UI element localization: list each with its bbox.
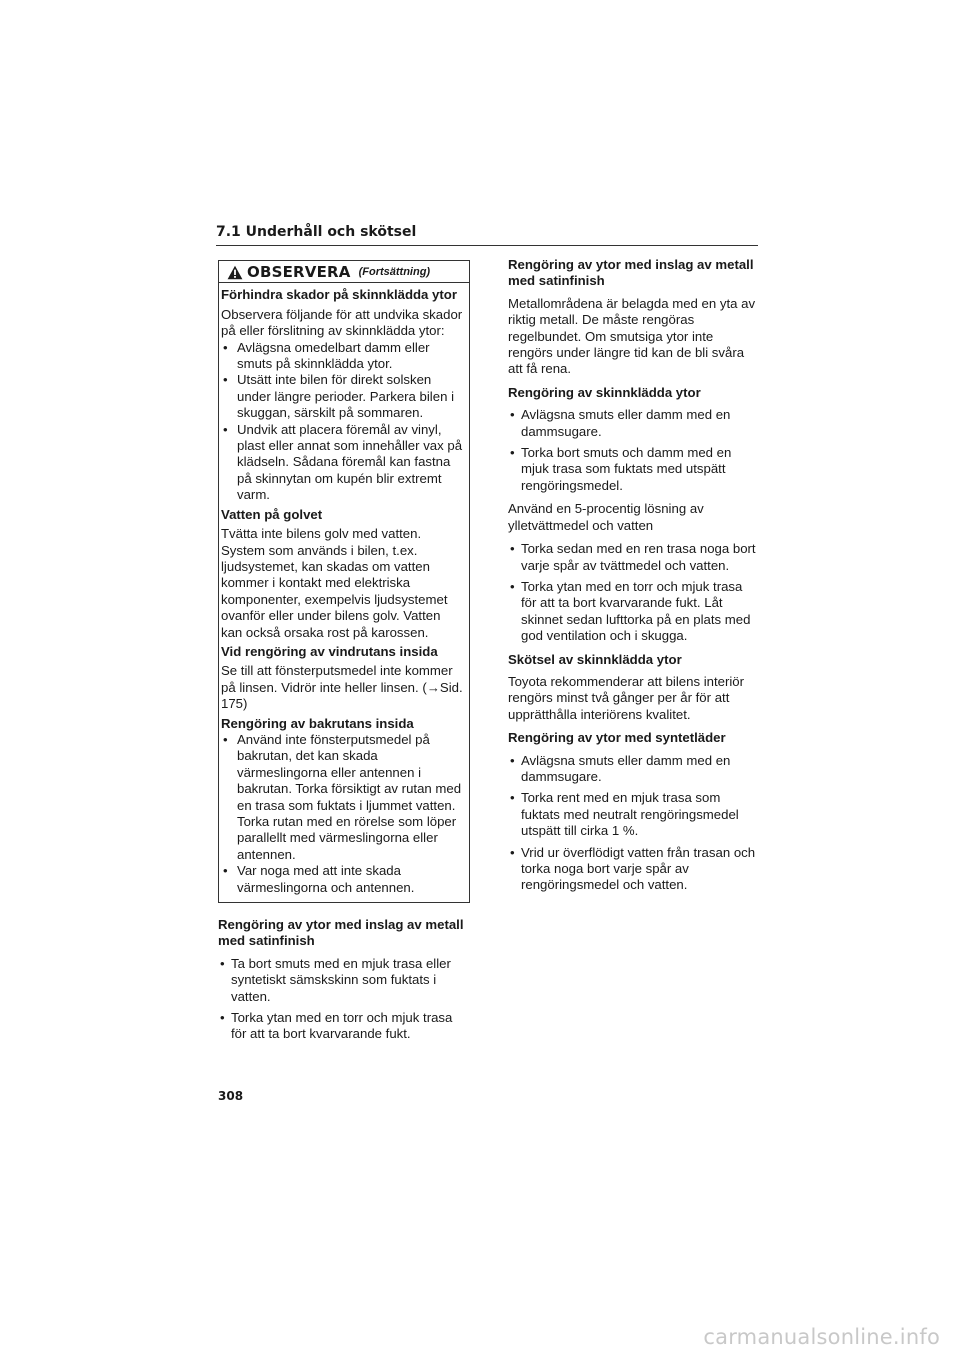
bullet-list [508, 407, 758, 494]
paragraph: Toyota rekommenderar att bilens interiör rengörs minst två gånger per år för att upprätthålla interiörens kvalitet. [508, 673, 745, 722]
warning-text: Se till att fönsterputsmedel inte kommer på linsen. Vidrör inte heller linsen. (→Sid. 175) [221, 663, 463, 712]
bullet-item: • Torka bort smuts och damm med en mjuk trasa som fuktats med utspätt rengöringsmedel. [508, 445, 758, 494]
warning-header [219, 261, 469, 283]
left-column [218, 260, 470, 1050]
warning-bullet: • Använd inte fönsterputsmedel på bakrutan, det kan skada värmeslingorna eller antennen i bakrutan. Torka försiktigt av rutan med en trasa som fuktats i ljummet vatten. Torka rutan med en rörelse som löper parallellt med värmeslingorna eller antennen. [221, 732, 465, 863]
bullet-item: • Torka sedan med en ren trasa noga bort varje spår av tvättmedel och vatten. [508, 541, 758, 574]
bullet-item: • Torka ytan med en torr och mjuk trasa för att ta bort kvarvarande fukt. [218, 1010, 470, 1043]
warning-title: OBSERVERA [247, 263, 351, 281]
warning-box [218, 260, 470, 903]
warning-text: Tvätta inte bilens golv med vatten. System som används i bilen, t.ex. ljudsystemet, kan skadas om vatten kommer i kontakt med elektriska komponenter, exempelvis ljudsystemet ovanför eller under bilens golv. Vatten kan också orsaka rost på karossen. [221, 526, 448, 640]
bullet-item: • Ta bort smuts med en mjuk trasa eller syntetiskt sämskskinn som fuktats i vatten. [218, 956, 470, 1005]
warning-bullet: • Utsätt inte bilen för direkt solsken under längre perioder. Parkera bilen i skuggan, särskilt på sommaren. [221, 372, 465, 421]
bullet-item: • Torka ytan med en torr och mjuk trasa för att ta bort kvarvarande fukt. Låt skinnet sedan lufttorka på en plats med god ventilation och i skugga. [508, 579, 758, 645]
bullet-list [218, 956, 470, 1043]
section-heading: Rengöring av skinnklädda ytor [508, 384, 701, 400]
section-heading: Skötsel av skinnklädda ytor [508, 651, 682, 667]
paragraph: Metallområdena är belagda med en yta av riktig metall. De måste rengöras regelbundet. Om smutsiga ytor inte rengörs under längre tid kan de bli svåra att få rena. [508, 295, 756, 377]
warning-subtitle: Rengöring av bakrutans insida [221, 715, 414, 731]
warning-text: Observera följande för att undvika skador på eller förslitning av skinnklädda ytor: [221, 306, 463, 339]
bullet-list [508, 541, 758, 644]
warning-continued: (Fortsättning) [358, 266, 431, 278]
warning-bullet-list [221, 732, 465, 896]
warning-bullet: • Avlägsna omedelbart damm eller smuts på skinnklädda ytor. [221, 340, 465, 373]
paragraph: Använd en 5-procentig lösning av ylletvättmedel och vatten [508, 501, 704, 533]
watermark: carmanualsonline.info [703, 1325, 940, 1349]
bullet-item: • Torka rent med en mjuk trasa som fuktats med neutralt rengöringsmedel utspätt till cirka 1 %. [508, 790, 758, 839]
warning-subtitle: Vid rengöring av vindrutans insida [221, 643, 438, 659]
section-heading: Rengöring av ytor med inslag av metall med satinfinish [508, 257, 754, 289]
right-column [508, 257, 758, 901]
left-content [218, 917, 470, 1043]
page-number: 308 [218, 1089, 244, 1103]
warning-bullet: • Var noga med att inte skada värmeslingorna och antennen. [221, 863, 465, 896]
warning-bullet-list [221, 340, 465, 504]
warning-subtitle: Vatten på golvet [221, 506, 323, 522]
warning-subtitle: Förhindra skador på skinnklädda ytor [221, 287, 457, 303]
section-heading: Rengöring av ytor med syntetläder [508, 730, 726, 746]
section-heading: Rengöring av ytor med inslag av metall med satinfinish [218, 917, 464, 949]
warning-icon [227, 265, 243, 280]
bullet-item: • Vrid ur överflödigt vatten från trasan och torka noga bort varje spår av rengöringsmedel och vatten. [508, 845, 758, 894]
warning-body [219, 287, 469, 896]
bullet-item: • Avlägsna smuts eller damm med en dammsugare. [508, 753, 758, 786]
warning-bullet: • Undvik att placera föremål av vinyl, plast eller annat som innehåller vax på klädseln. Sådana föremål kan fastna på skinnytan om kupén blir extremt varm. [221, 422, 465, 504]
bullet-item: • Avlägsna smuts eller damm med en dammsugare. [508, 407, 758, 440]
bullet-list [508, 753, 758, 894]
section-header: 7.1 Underhåll och skötsel [216, 224, 758, 246]
